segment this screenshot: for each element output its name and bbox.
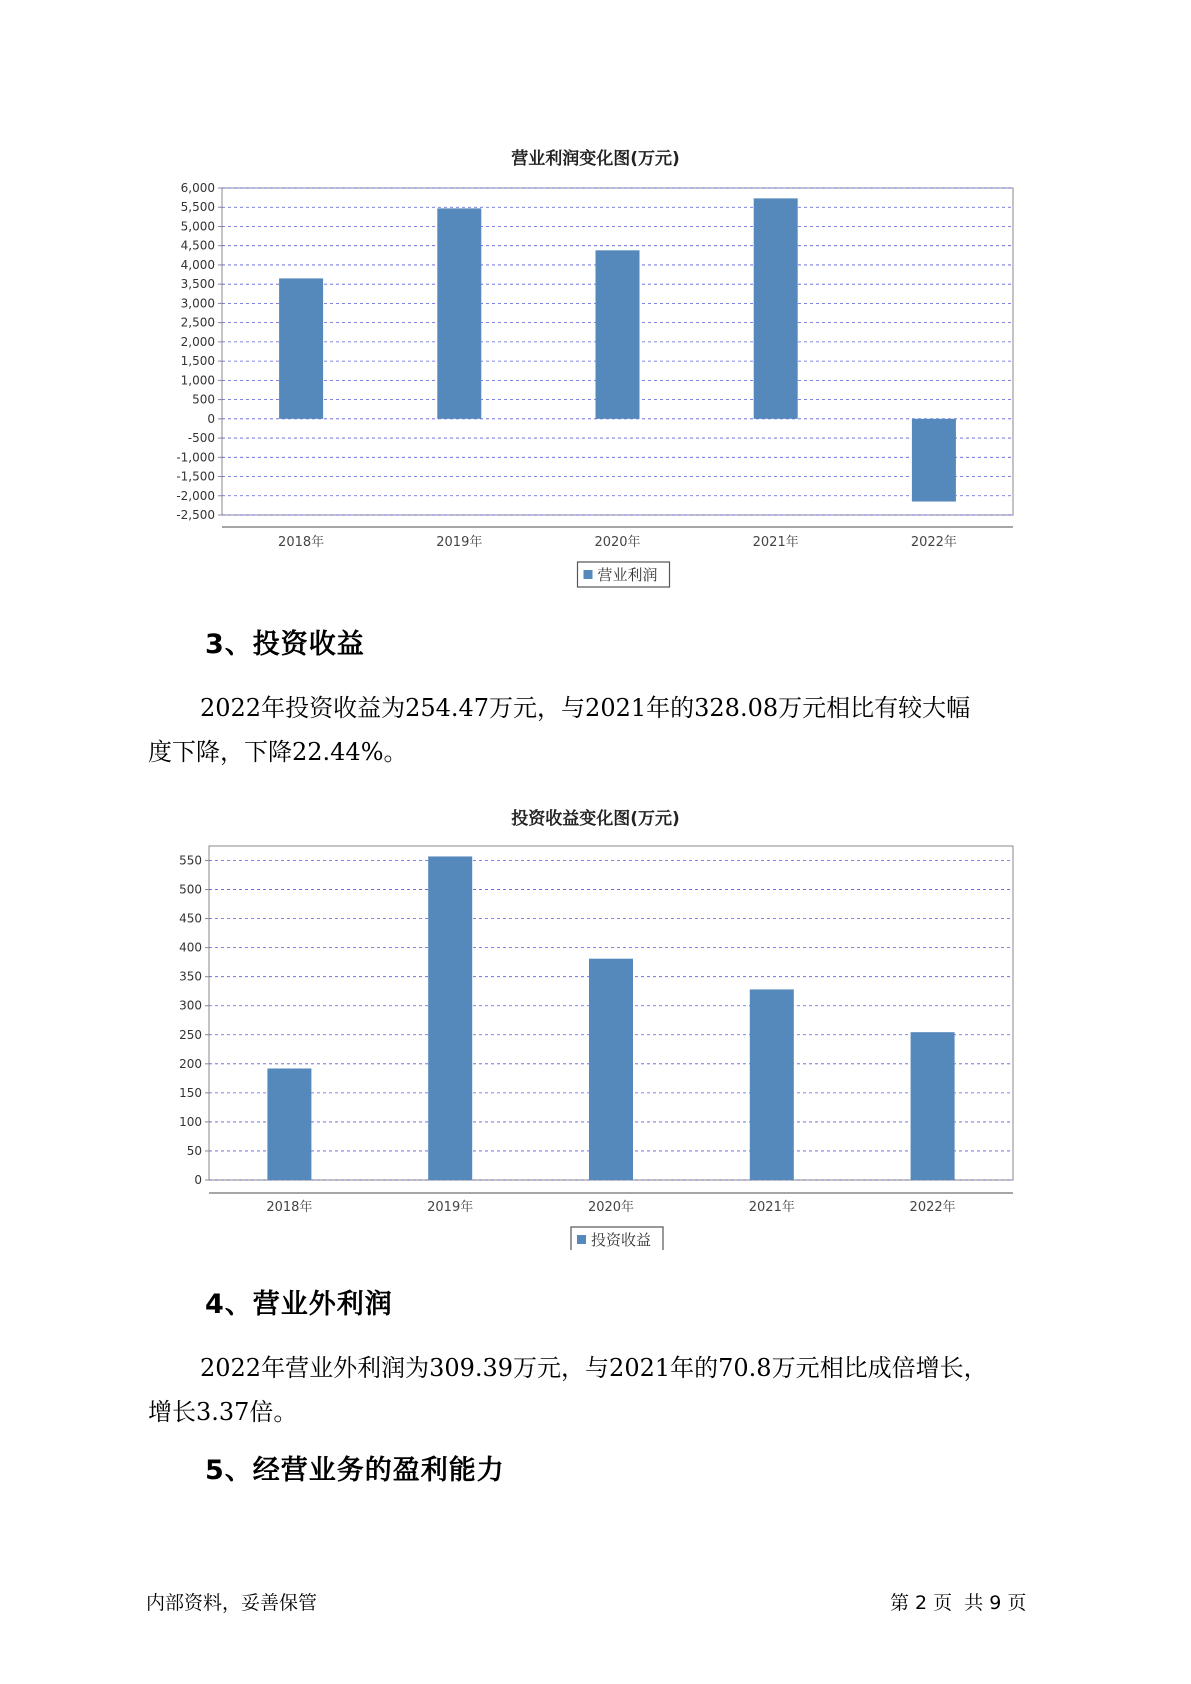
y-tick-label: 0: [194, 1173, 202, 1187]
section5-heading: 5、经营业务的盈利能力: [205, 1455, 505, 1486]
section3-paragraph: [148, 686, 1048, 774]
section4-line1: 2022年营业外利润为309.39万元，与2021年的70.8万元相比成倍增长，: [200, 1354, 988, 1382]
legend-label: 投资收益: [591, 1231, 652, 1249]
x-tick-label: 2019年: [427, 1200, 474, 1215]
section4-heading: 4、营业外利润: [205, 1289, 393, 1320]
y-tick-label: -1,000: [176, 450, 215, 465]
y-tick-label: 550: [179, 853, 202, 868]
x-tick-label: 2022年: [909, 1200, 956, 1215]
footer-confidential: 内部资料，妥善保管: [146, 1592, 318, 1614]
x-tick-label: 2022年: [910, 535, 957, 550]
y-tick-label: 200: [179, 1056, 202, 1071]
investment-income-chart: [0, 830, 1191, 1250]
bar: [596, 250, 640, 419]
legend-swatch: [584, 570, 593, 579]
bar: [912, 419, 956, 502]
bar: [754, 198, 798, 418]
x-tick-label: 2018年: [278, 535, 325, 550]
y-tick-label: 400: [179, 940, 202, 955]
x-tick-label: 2019年: [436, 535, 483, 550]
bar: [911, 1032, 955, 1180]
y-tick-label: 500: [192, 392, 215, 407]
y-tick-label: 450: [179, 911, 202, 926]
bar: [589, 959, 633, 1180]
chart2-title: 投资收益变化图(万元): [511, 809, 680, 829]
y-tick-label: 6,000: [180, 181, 215, 195]
y-tick-label: 350: [179, 969, 202, 984]
y-tick-label: 2,000: [180, 334, 215, 349]
bar: [428, 856, 472, 1180]
footer-page-number: 第 2 页 共 9 页: [890, 1592, 1027, 1614]
y-tick-label: 100: [179, 1114, 202, 1129]
x-tick-label: 2018年: [266, 1200, 313, 1215]
x-tick-label: 2021年: [748, 1200, 795, 1215]
legend-label: 营业利润: [597, 566, 658, 584]
section4-paragraph: [148, 1346, 1048, 1434]
y-tick-label: -2,500: [176, 508, 215, 522]
section3-line2: 度下降，下降22.44%。: [148, 738, 408, 766]
y-tick-label: 4,000: [180, 257, 215, 272]
y-tick-label: -1,500: [176, 469, 215, 484]
y-tick-label: 1,000: [180, 373, 215, 388]
x-tick-label: 2020年: [587, 1200, 635, 1215]
y-tick-label: 3,000: [180, 296, 215, 311]
bar: [267, 1068, 311, 1180]
section3-heading: 3、投资收益: [205, 629, 365, 660]
y-tick-label: 4,500: [180, 238, 215, 253]
y-tick-label: 250: [179, 1027, 202, 1042]
y-tick-label: -500: [187, 431, 215, 446]
y-tick-label: -2,000: [176, 488, 215, 503]
y-tick-label: 0: [207, 411, 215, 426]
section3-line1: 2022年投资收益为254.47万元，与2021年的328.08万元相比有较大幅: [200, 694, 971, 722]
y-tick-label: 5,000: [180, 219, 215, 234]
x-tick-label: 2020年: [594, 535, 641, 550]
y-tick-label: 2,500: [180, 315, 215, 330]
bar: [279, 278, 323, 418]
y-tick-label: 300: [179, 998, 202, 1013]
y-tick-label: 1,500: [180, 354, 215, 369]
section4-line2: 增长3.37倍。: [148, 1398, 298, 1426]
y-tick-label: 500: [179, 882, 202, 897]
y-tick-label: 150: [179, 1085, 202, 1100]
y-tick-label: 50: [186, 1143, 202, 1158]
y-tick-label: 3,500: [180, 277, 215, 292]
x-tick-label: 2021年: [752, 535, 799, 550]
y-tick-label: 5,500: [180, 200, 215, 215]
legend-swatch: [577, 1235, 586, 1244]
bar: [437, 208, 481, 418]
chart1-title: 营业利润变化图(万元): [511, 149, 680, 169]
operating-profit-chart: [0, 170, 1191, 590]
bar: [750, 989, 794, 1180]
